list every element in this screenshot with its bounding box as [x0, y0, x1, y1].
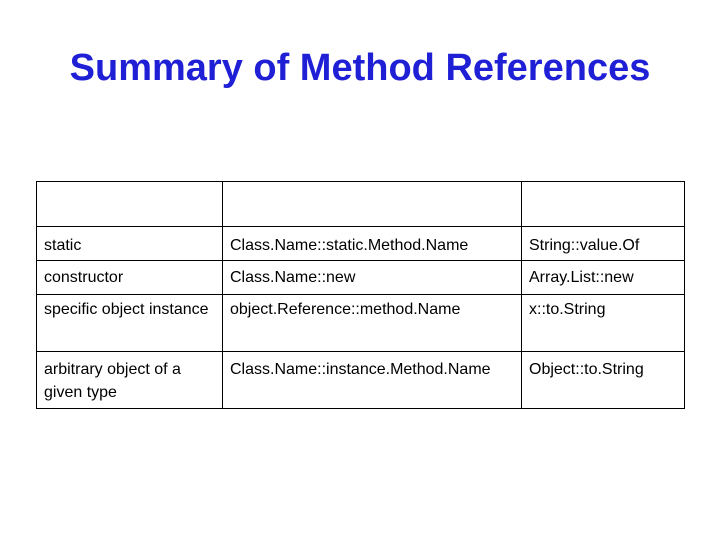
table-row [37, 352, 685, 409]
kind-cell: static [37, 227, 223, 261]
method-references-table [36, 181, 685, 409]
kind-cell: specific object instance [37, 295, 223, 352]
example-cell: x::to.String [522, 295, 685, 352]
syntax-cell: Class.Name::instance.Method.Name [223, 352, 522, 409]
page-title: Summary of Method References [69, 47, 651, 89]
header-cell-syntax [223, 182, 522, 227]
table-row [37, 261, 685, 295]
example-cell: Object::to.String [522, 352, 685, 409]
kind-cell: constructor [37, 261, 223, 295]
header-cell-kind [37, 182, 223, 227]
syntax-cell: Class.Name::new [223, 261, 522, 295]
example-cell: Array.List::new [522, 261, 685, 295]
header-cell-example [522, 182, 685, 227]
kind-cell: arbitrary object of a given type [37, 352, 223, 409]
syntax-cell: Class.Name::static.Method.Name [223, 227, 522, 261]
example-cell: String::value.Of [522, 227, 685, 261]
table-row [37, 227, 685, 261]
table-header-row [37, 182, 685, 227]
table-row [37, 295, 685, 352]
syntax-cell: object.Reference::method.Name [223, 295, 522, 352]
